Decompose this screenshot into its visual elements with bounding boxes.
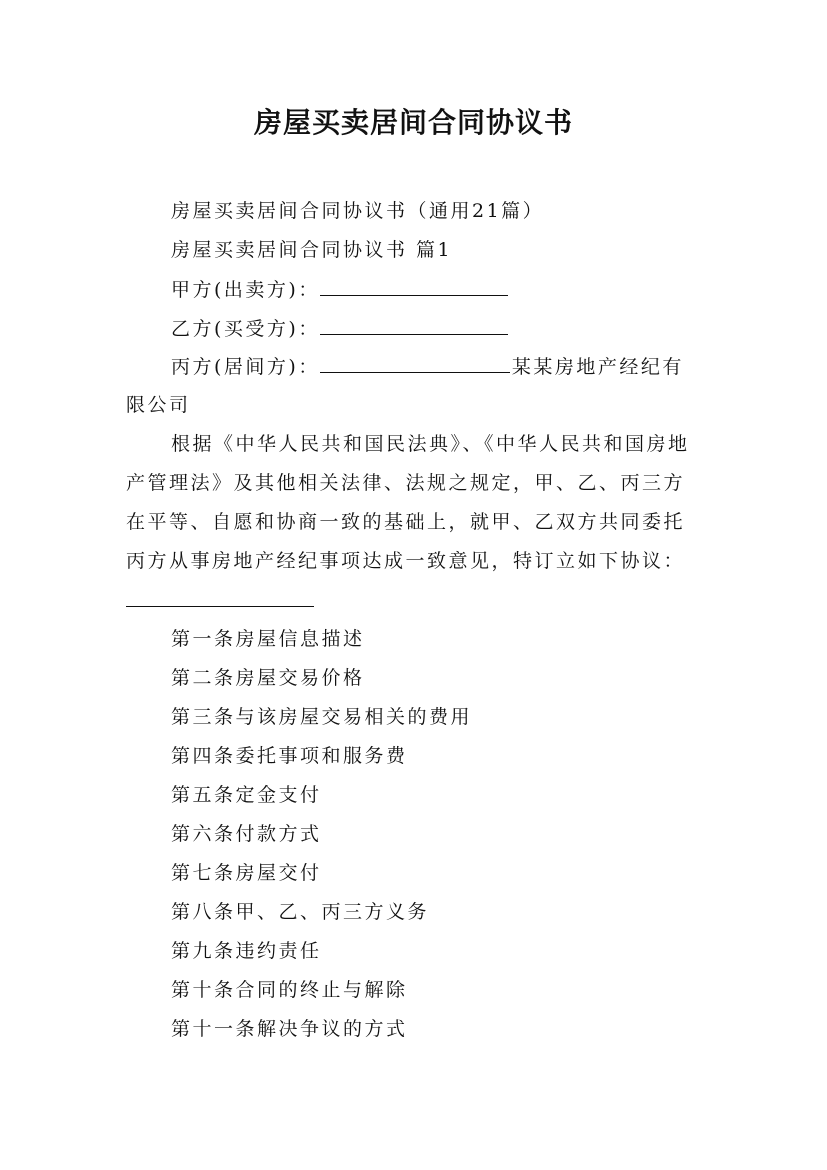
intro-blank [126,586,314,607]
party-c-blank [320,352,510,373]
intro-line-4: 丙方从事房地产经纪事项达成一致意见，特订立如下协议： [126,550,686,572]
article-5: 第五条定金支付 [171,784,322,806]
article-11: 第十一条解决争议的方式 [171,1018,408,1040]
party-c-label: 丙方(居间方)： [171,356,320,378]
intro-line-2: 产管理法》及其他相关法律、法规之规定，甲、乙、丙三方 [126,472,686,494]
party-c-name-part2: 限公司 [126,394,191,416]
party-a-blank [320,275,508,296]
party-a-line [171,275,510,304]
party-b-label: 乙方(买受方)： [171,318,320,340]
article-8: 第八条甲、乙、丙三方义务 [171,901,430,923]
party-c-line [171,352,684,381]
article-7: 第七条房屋交付 [171,862,322,884]
document-subtitle: 房屋买卖居间合同协议书（通用21篇） [171,200,545,222]
section-heading: 房屋买卖居间合同协议书 篇1 [171,239,453,261]
article-10: 第十条合同的终止与解除 [171,979,408,1001]
intro-blank-line [126,586,316,615]
document-title: 房屋买卖居间合同协议书 [253,106,573,139]
party-a-label: 甲方(出卖方)： [171,279,320,301]
party-b-blank [320,314,508,335]
intro-line-3: 在平等、自愿和协商一致的基础上，就甲、乙双方共同委托 [126,511,686,533]
intro-line-1: 根据《中华人民共和国民法典》、《中华人民共和国房地 [171,433,690,455]
article-4: 第四条委托事项和服务费 [171,745,408,767]
article-2: 第二条房屋交易价格 [171,667,365,689]
article-3: 第三条与该房屋交易相关的费用 [171,706,473,728]
article-1: 第一条房屋信息描述 [171,628,365,650]
article-6: 第六条付款方式 [171,823,322,845]
article-9: 第九条违约责任 [171,940,322,962]
party-b-line [171,314,510,343]
party-c-name-part1: 某某房地产经纪有 [511,356,684,378]
